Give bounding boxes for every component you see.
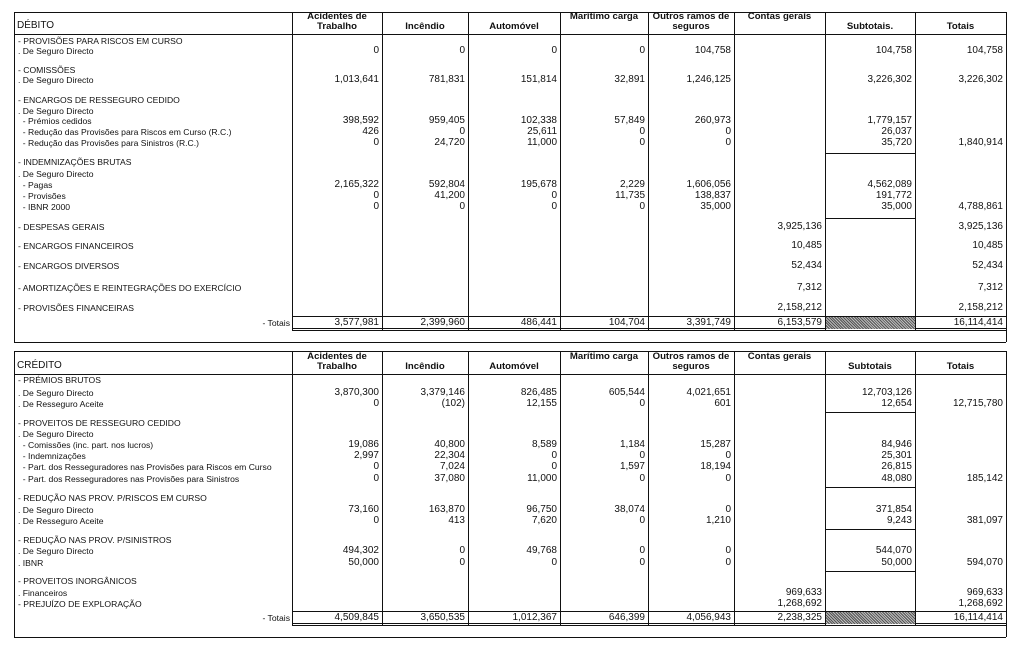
rule — [292, 374, 1006, 375]
rule — [560, 12, 561, 330]
cell-value: 10,485 — [972, 240, 1003, 251]
cell-value: 0 — [551, 45, 557, 56]
rule — [292, 34, 1006, 35]
cell-value: 185,142 — [966, 473, 1003, 484]
cell-value: 26,815 — [881, 461, 912, 472]
total-value: 4,056,943 — [686, 612, 731, 623]
row-label: - INDEMNIZAÇÕES BRUTAS — [18, 157, 132, 167]
cell-value: 0 — [639, 201, 645, 212]
cell-value: 0 — [725, 137, 731, 148]
row-label: . De Seguro Directo — [18, 546, 94, 556]
total-value: 3,391,749 — [686, 317, 731, 328]
cell-value: 0 — [551, 190, 557, 201]
cell-value: 0 — [373, 515, 379, 526]
section-title: DÉBITO — [17, 20, 55, 31]
rule — [1006, 12, 1007, 342]
cell-value: 104,758 — [966, 45, 1003, 56]
row-label: . De Resseguro Aceite — [18, 516, 104, 526]
cell-value: 0 — [639, 45, 645, 56]
row-label: - DESPESAS GERAIS — [18, 222, 105, 232]
cell-value: 0 — [373, 473, 379, 484]
cell-value: 1,268,692 — [958, 598, 1003, 609]
cell-value: 0 — [725, 557, 731, 568]
subtotal-shaded-cell — [826, 317, 915, 329]
cell-value: 781,831 — [428, 74, 465, 85]
rule — [915, 351, 916, 625]
rule — [825, 153, 915, 154]
row-label: - Redução das Provisões para Riscos em Curso (R.C.) — [18, 127, 232, 137]
cell-value: 1,246,125 — [686, 74, 731, 85]
cell-value: 494,302 — [342, 545, 379, 556]
cell-value: 12,654 — [881, 398, 912, 409]
totals-label: - Totais — [262, 318, 290, 328]
cell-value: 592,804 — [428, 179, 465, 190]
cell-value: 1,606,056 — [686, 179, 731, 190]
column-header: Totais — [946, 21, 975, 32]
column-header: Marítimo carga — [569, 11, 639, 22]
cell-value: 35,000 — [881, 201, 912, 212]
rule — [734, 351, 735, 625]
cell-value: 22,304 — [434, 450, 465, 461]
cell-value: 0 — [373, 137, 379, 148]
cell-value: 398,592 — [342, 115, 379, 126]
cell-value: 1,210 — [705, 515, 731, 526]
cell-value: 49,768 — [526, 545, 557, 556]
cell-value: 4,562,089 — [867, 179, 912, 190]
cell-value: 84,946 — [881, 439, 912, 450]
rule — [825, 218, 915, 219]
cell-value: 1,597 — [619, 461, 645, 472]
cell-value: 96,750 — [526, 504, 557, 515]
row-label: - PRÉMIOS BRUTOS — [18, 375, 101, 385]
column-header: Acidentes de Trabalho — [307, 11, 367, 32]
row-label: - Provisões — [18, 191, 66, 201]
row-label: - PROVISÕES FINANCEIRAS — [18, 303, 135, 313]
row-label: . De Seguro Directo — [18, 388, 94, 398]
cell-value: 25,301 — [881, 450, 912, 461]
cell-value: 1,013,641 — [334, 74, 379, 85]
rule — [825, 12, 826, 330]
total-value: 16,114,414 — [953, 317, 1003, 328]
column-header: Contas gerais — [747, 11, 812, 22]
cell-value: 381,097 — [966, 515, 1003, 526]
cell-value: 959,405 — [428, 115, 465, 126]
total-value: 104,704 — [608, 317, 645, 328]
column-header: Subtotais — [848, 361, 892, 372]
cell-value: 969,633 — [785, 587, 822, 598]
row-label: - Prémios cedidos — [18, 116, 92, 126]
rule — [14, 12, 1006, 13]
totals-label: - Totais — [262, 613, 290, 623]
cell-value: 3,925,136 — [958, 221, 1003, 232]
row-label: - ENCARGOS DIVERSOS — [18, 261, 120, 271]
row-label: - PROVISÕES PARA RISCOS EM CURSO — [18, 36, 183, 46]
subtotal-shaded-cell — [826, 612, 915, 624]
cell-value: 52,434 — [791, 260, 822, 271]
cell-value: 19,086 — [348, 439, 379, 450]
cell-value: 35,720 — [881, 137, 912, 148]
total-value: 16,114,414 — [953, 612, 1003, 623]
rule — [1006, 351, 1007, 637]
row-label: - Part. dos Resseguradores nas Provisões para Riscos em Curso — [18, 462, 272, 472]
row-label: - Indemnizações — [18, 451, 86, 461]
cell-value: 2,165,322 — [334, 179, 379, 190]
cell-value: 32,891 — [614, 74, 645, 85]
cell-value: 0 — [459, 557, 465, 568]
cell-value: 3,925,136 — [777, 221, 822, 232]
cell-value: 0 — [551, 450, 557, 461]
rule — [292, 625, 1006, 626]
cell-value: 0 — [373, 190, 379, 201]
rule — [292, 330, 1006, 331]
cell-value: 73,160 — [348, 504, 379, 515]
rule — [14, 637, 1006, 638]
cell-value: 12,155 — [526, 398, 557, 409]
cell-value: (102) — [441, 398, 465, 409]
cell-value: 3,226,302 — [958, 74, 1003, 85]
cell-value: 7,312 — [977, 282, 1003, 293]
row-label: - Part. dos Resseguradores nas Provisões para Sinistros — [18, 474, 240, 484]
column-header: Marítimo carga — [569, 351, 639, 362]
row-label: - ENCARGOS DE RESSEGURO CEDIDO — [18, 95, 180, 105]
cell-value: 9,243 — [886, 515, 912, 526]
row-label: . Financeiros — [18, 588, 68, 598]
column-header: Totais — [946, 361, 975, 372]
cell-value: 50,000 — [348, 557, 379, 568]
row-label: - COMISSÕES — [18, 65, 76, 75]
cell-value: 104,758 — [694, 45, 731, 56]
total-value: 3,577,981 — [334, 317, 379, 328]
cell-value: 7,024 — [439, 461, 465, 472]
cell-value: 0 — [639, 545, 645, 556]
total-value: 1,012,367 — [512, 612, 557, 623]
rule — [14, 351, 1006, 352]
row-label: - IBNR 2000 — [18, 202, 71, 212]
rule — [825, 487, 915, 488]
cell-value: 371,854 — [875, 504, 912, 515]
cell-value: 0 — [639, 515, 645, 526]
cell-value: 605,544 — [608, 387, 645, 398]
cell-value: 12,715,780 — [952, 398, 1003, 409]
cell-value: 969,633 — [966, 587, 1003, 598]
cell-value: 0 — [373, 461, 379, 472]
column-header: Subtotais. — [846, 21, 894, 32]
rule — [14, 342, 1006, 343]
cell-value: 18,194 — [700, 461, 731, 472]
row-label: - REDUÇÃO NAS PROV. P/SINISTROS — [18, 535, 172, 545]
cell-value: 40,800 — [434, 439, 465, 450]
row-label: . De Seguro Directo — [18, 505, 94, 515]
cell-value: 163,870 — [428, 504, 465, 515]
cell-value: 37,080 — [434, 473, 465, 484]
cell-value: 0 — [725, 473, 731, 484]
cell-value: 57,849 — [614, 115, 645, 126]
cell-value: 594,070 — [966, 557, 1003, 568]
cell-value: 3,226,302 — [867, 74, 912, 85]
cell-value: 0 — [551, 461, 557, 472]
cell-value: 52,434 — [972, 260, 1003, 271]
cell-value: 24,720 — [434, 137, 465, 148]
cell-value: 104,758 — [875, 45, 912, 56]
row-label: . De Seguro Directo — [18, 46, 94, 56]
rule — [14, 34, 292, 35]
cell-value: 2,158,212 — [958, 302, 1003, 313]
total-value: 4,509,845 — [334, 612, 379, 623]
cell-value: 102,338 — [520, 115, 557, 126]
cell-value: 544,070 — [875, 545, 912, 556]
cell-value: 11,000 — [527, 137, 557, 148]
cell-value: 7,312 — [796, 282, 822, 293]
cell-value: 38,074 — [614, 504, 645, 515]
row-label: . De Seguro Directo — [18, 106, 94, 116]
row-label: - Pagas — [18, 180, 53, 190]
total-value: 2,238,325 — [777, 612, 822, 623]
cell-value: 0 — [725, 450, 731, 461]
rule — [14, 351, 15, 637]
row-label: . IBNR — [18, 558, 44, 568]
cell-value: 0 — [373, 201, 379, 212]
column-header: Incêndio — [405, 361, 445, 372]
cell-value: 426 — [362, 126, 379, 137]
cell-value: 260,973 — [694, 115, 731, 126]
cell-value: 4,021,651 — [686, 387, 731, 398]
column-header: Automóvel — [489, 21, 539, 32]
cell-value: 48,080 — [881, 473, 912, 484]
column-header: Outros ramos de seguros — [652, 351, 730, 372]
row-label: - REDUÇÃO NAS PROV. P/RISCOS EM CURSO — [18, 493, 207, 503]
cell-value: 0 — [639, 473, 645, 484]
rule — [468, 351, 469, 625]
rule — [382, 12, 383, 330]
cell-value: 15,287 — [700, 439, 731, 450]
cell-value: 138,837 — [694, 190, 731, 201]
cell-value: 151,814 — [520, 74, 557, 85]
rule — [825, 412, 915, 413]
column-header: Automóvel — [489, 361, 539, 372]
cell-value: 10,485 — [791, 240, 822, 251]
rule — [648, 12, 649, 330]
cell-value: 195,678 — [520, 179, 557, 190]
row-label: . De Seguro Directo — [18, 429, 94, 439]
row-label: - PROVEITOS INORGÂNICOS — [18, 576, 137, 586]
column-header: Contas gerais — [747, 351, 812, 362]
total-value: 2,399,960 — [420, 317, 465, 328]
cell-value: 0 — [551, 201, 557, 212]
cell-value: 41,200 — [434, 190, 465, 201]
cell-value: 3,379,146 — [420, 387, 465, 398]
column-header: Acidentes de Trabalho — [307, 351, 367, 372]
column-header: Outros ramos de seguros — [652, 11, 730, 32]
rule — [292, 12, 293, 330]
row-label: . De Seguro Directo — [18, 75, 94, 85]
section-title: CRÉDITO — [17, 360, 62, 371]
row-label: - Redução das Provisões para Sinistros (R.C.) — [18, 138, 200, 148]
cell-value: 0 — [639, 450, 645, 461]
rule — [825, 529, 915, 530]
cell-value: 0 — [725, 504, 731, 515]
cell-value: 0 — [639, 137, 645, 148]
cell-value: 50,000 — [881, 557, 912, 568]
cell-value: 1,268,692 — [777, 598, 822, 609]
cell-value: 826,485 — [520, 387, 557, 398]
cell-value: 25,611 — [527, 126, 557, 137]
cell-value: 601 — [714, 398, 731, 409]
total-value: 646,399 — [608, 612, 645, 623]
cell-value: 2,229 — [619, 179, 645, 190]
cell-value: 11,735 — [615, 190, 645, 201]
row-label: - ENCARGOS FINANCEIROS — [18, 241, 134, 251]
row-label: . De Seguro Directo — [18, 169, 94, 179]
cell-value: 26,037 — [881, 126, 912, 137]
cell-value: 2,997 — [353, 450, 379, 461]
rule — [825, 571, 915, 572]
cell-value: 0 — [639, 126, 645, 137]
column-header: Incêndio — [405, 21, 445, 32]
cell-value: 0 — [459, 126, 465, 137]
cell-value: 413 — [448, 515, 465, 526]
cell-value: 0 — [639, 557, 645, 568]
cell-value: 8,589 — [531, 439, 557, 450]
cell-value: 7,620 — [531, 515, 557, 526]
rule — [14, 12, 15, 342]
cell-value: 1,184 — [619, 439, 645, 450]
cell-value: 1,840,914 — [958, 137, 1003, 148]
row-label: - Comissões (inc. part. nos lucros) — [18, 440, 154, 450]
row-label: - PROVEITOS DE RESSEGURO CEDIDO — [18, 418, 181, 428]
cell-value: 0 — [459, 45, 465, 56]
cell-value: 0 — [459, 545, 465, 556]
cell-value: 1,779,157 — [867, 115, 912, 126]
cell-value: 2,158,212 — [777, 302, 822, 313]
cell-value: 3,870,300 — [334, 387, 379, 398]
cell-value: 0 — [725, 545, 731, 556]
total-value: 486,441 — [520, 317, 557, 328]
cell-value: 0 — [725, 126, 731, 137]
cell-value: 4,788,861 — [958, 201, 1003, 212]
total-value: 6,153,579 — [777, 317, 822, 328]
cell-value: 11,000 — [527, 473, 557, 484]
cell-value: 0 — [373, 398, 379, 409]
row-label: - AMORTIZAÇÕES E REINTEGRAÇÕES DO EXERCÍCIO — [18, 283, 242, 293]
cell-value: 191,772 — [875, 190, 912, 201]
cell-value: 12,703,126 — [861, 387, 912, 398]
row-label: - PREJUÍZO DE EXPLORAÇÃO — [18, 599, 142, 609]
cell-value: 0 — [373, 45, 379, 56]
total-value: 3,650,535 — [420, 612, 465, 623]
row-label: . De Resseguro Aceite — [18, 399, 104, 409]
cell-value: 0 — [639, 398, 645, 409]
cell-value: 0 — [459, 201, 465, 212]
cell-value: 0 — [551, 557, 557, 568]
cell-value: 35,000 — [700, 201, 731, 212]
rule — [468, 12, 469, 330]
